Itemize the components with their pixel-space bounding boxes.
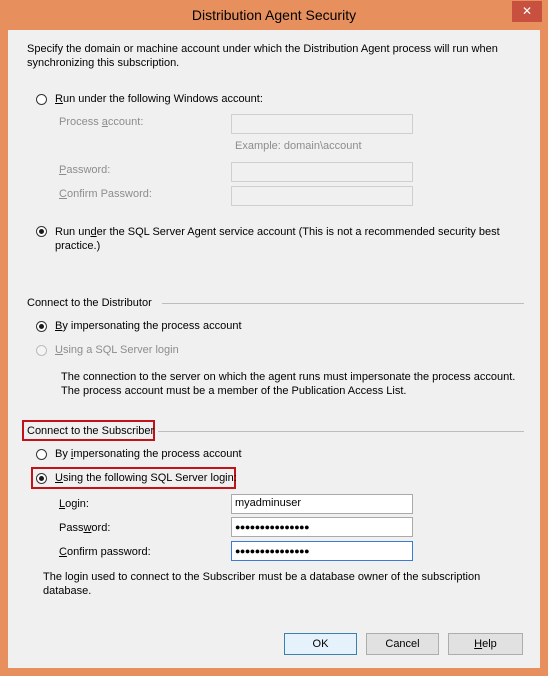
close-icon[interactable]: ✕ (512, 1, 542, 22)
distributor-heading: Connect to the Distributor (27, 297, 152, 309)
title-bar[interactable] (0, 0, 548, 30)
subscriber-sql-login-label[interactable]: Using the following SQL Server login: (55, 472, 237, 484)
subscriber-login-input[interactable]: myadminuser (231, 494, 413, 514)
process-confirm-password-input[interactable] (231, 186, 413, 206)
run-windows-account-label[interactable]: Run under the following Windows account: (55, 93, 263, 105)
radio-distributor-sql-login[interactable] (36, 345, 47, 356)
subscriber-password-input[interactable]: ●●●●●●●●●●●●●●● (231, 517, 413, 537)
ok-button[interactable]: OK (284, 633, 357, 655)
subscriber-heading: Connect to the Subscriber (27, 425, 155, 437)
distributor-sql-login-label: Using a SQL Server login (55, 344, 179, 356)
distributor-separator (162, 303, 524, 304)
cancel-button[interactable]: Cancel (366, 633, 439, 655)
subscriber-login-label: Login: (59, 498, 89, 510)
radio-run-windows-account[interactable] (36, 94, 47, 105)
password-label: Password: (59, 164, 111, 176)
run-agent-account-label[interactable]: Run under the SQL Server Agent service account (This is not a recommended security best practice.) (55, 226, 500, 252)
subscriber-impersonate-label[interactable]: By impersonating the process account (55, 448, 242, 460)
window-title: Distribution Agent Security (191, 7, 357, 23)
help-button[interactable]: Help (448, 633, 523, 655)
distributor-impersonate-label[interactable]: By impersonating the process account (55, 320, 242, 332)
radio-distributor-impersonate[interactable] (36, 321, 47, 332)
radio-subscriber-sql-login[interactable] (36, 473, 47, 484)
process-account-input[interactable] (231, 114, 413, 134)
subscriber-password-label: Password: (59, 522, 111, 534)
distributor-note: The connection to the server on which the agent runs must impersonate the process account. The process account must be a member of the Publication Access List. (61, 371, 516, 397)
radio-run-agent-account[interactable] (36, 226, 47, 237)
subscriber-separator (158, 431, 524, 432)
confirm-password-label: Confirm Password: (59, 188, 152, 200)
subscriber-note: The login used to connect to the Subscriber must be a database owner of the subscription database. (43, 571, 481, 597)
subscriber-confirm-password-input[interactable]: ●●●●●●●●●●●●●●● (231, 541, 413, 561)
radio-subscriber-impersonate[interactable] (36, 449, 47, 460)
process-password-input[interactable] (231, 162, 413, 182)
dialog-content (8, 30, 540, 668)
intro-text: Specify the domain or machine account under which the Distribution Agent process will run when synchronizing this subscription. (27, 43, 498, 69)
subscriber-confirm-password-label: Confirm password: (59, 546, 151, 558)
process-account-example: Example: domain\account (235, 140, 362, 152)
process-account-label: Process account: (59, 116, 144, 128)
